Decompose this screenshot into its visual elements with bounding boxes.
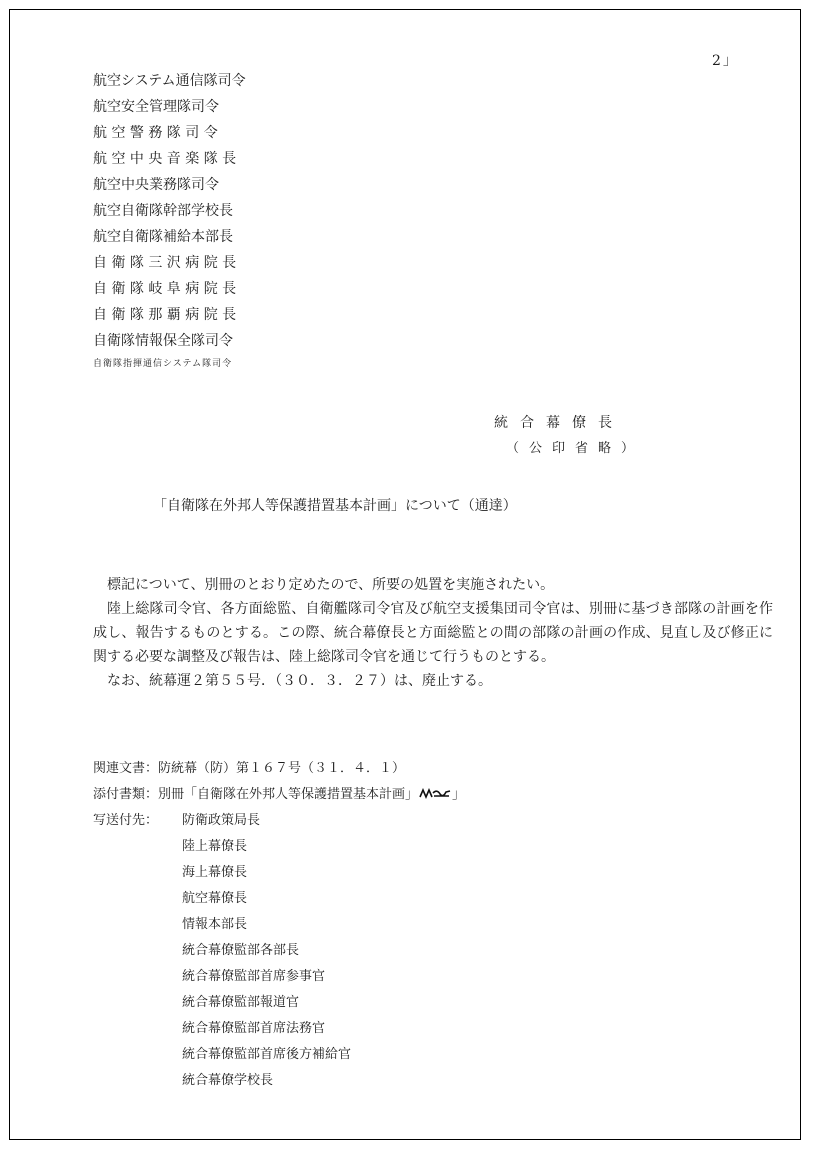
copy-to-item: 統合幕僚監部首席後方補給官: [182, 1047, 352, 1062]
copy-to-item: 情報本部長: [182, 917, 248, 932]
bracket-glyph: 」: [452, 787, 466, 802]
copy-to-item: 陸上幕僚長: [182, 839, 248, 854]
recipient-item: 航空システム通信隊司令: [93, 73, 246, 89]
copy-to-label: 写送付先：: [93, 813, 159, 828]
recipient-item: 自 衛 隊 岐 阜 病 院 長: [93, 281, 237, 297]
copy-to-item: 防衛政策局長: [182, 813, 261, 828]
recipient-item: 自 衛 隊 三 沢 病 院 長: [93, 255, 237, 271]
body-paragraph: 陸上総隊司令官、各方面総監、自衛艦隊司令官及び航空支援集団司令官は、別冊に基づき部隊の計画を作成し、報告するものとする。この際、統合幕僚長と方面総監との間の部隊の計画の作成、見直し及び修正に関する必要な調整及び報告は、陸上総隊司令官を通じて行うものとする。: [93, 601, 773, 665]
recipient-item: 航空自衛隊補給本部長: [93, 229, 233, 245]
sender-title: 統合幕僚長: [494, 415, 624, 431]
body-paragraph: なお、統幕運２第５５号．（３０．３．２７）は、廃止する。: [107, 673, 492, 689]
attachments-line: [93, 782, 693, 808]
copy-to-item: 海上幕僚長: [182, 865, 248, 880]
recipient-item: 航空中央業務隊司令: [93, 177, 219, 193]
attachments-value: 別冊「自衛隊在外邦人等保護措置基本計画」: [158, 787, 419, 802]
recipient-item: 自 衛 隊 那 覇 病 院 長: [93, 307, 237, 323]
document-subject: 「自衛隊在外邦人等保護措置基本計画」について（通達）: [153, 498, 517, 514]
sender-block: [494, 410, 674, 462]
copy-to-item: 統合幕僚監部各部長: [182, 943, 300, 958]
copy-to-list: [182, 808, 693, 1094]
recipient-list: [93, 68, 353, 374]
handwritten-scribble-mark: [419, 788, 451, 799]
related-documents-line: [93, 756, 693, 782]
copy-to-item: 航空幕僚長: [182, 891, 248, 906]
page-number: 2」: [712, 53, 739, 69]
copy-to-item: 統合幕僚学校長: [182, 1073, 274, 1088]
body-paragraph: 標記について、別冊のとおり定めたので、所要の処置を実施されたい。: [107, 577, 555, 593]
copy-to-item: 統合幕僚監部首席法務官: [182, 1021, 326, 1036]
recipient-item: 航空安全管理隊司令: [93, 99, 219, 115]
reference-section: [93, 756, 693, 1094]
recipient-item: 航 空 中 央 音 楽 隊 長: [93, 151, 237, 167]
related-documents-value: 防統幕（防）第１６７号（３１．４．１）: [158, 761, 406, 776]
recipient-item: 自衛隊指揮通信システム隊司令: [93, 359, 233, 369]
related-documents-label: 関連文書：: [93, 761, 159, 776]
body-text: [93, 573, 773, 693]
recipient-item: 航 空 警 務 隊 司 令: [93, 125, 218, 141]
document-page: [9, 9, 801, 1140]
recipient-item: 航空自衛隊幹部学校長: [93, 203, 233, 219]
seal-omitted-note: （公印省略）: [506, 441, 645, 456]
copy-to-item: 統合幕僚監部首席参事官: [182, 969, 326, 984]
copy-to-item: 統合幕僚監部報道官: [182, 995, 300, 1010]
attachments-label: 添付書類：: [93, 787, 159, 802]
recipient-item: 自衛隊情報保全隊司令: [93, 333, 233, 349]
